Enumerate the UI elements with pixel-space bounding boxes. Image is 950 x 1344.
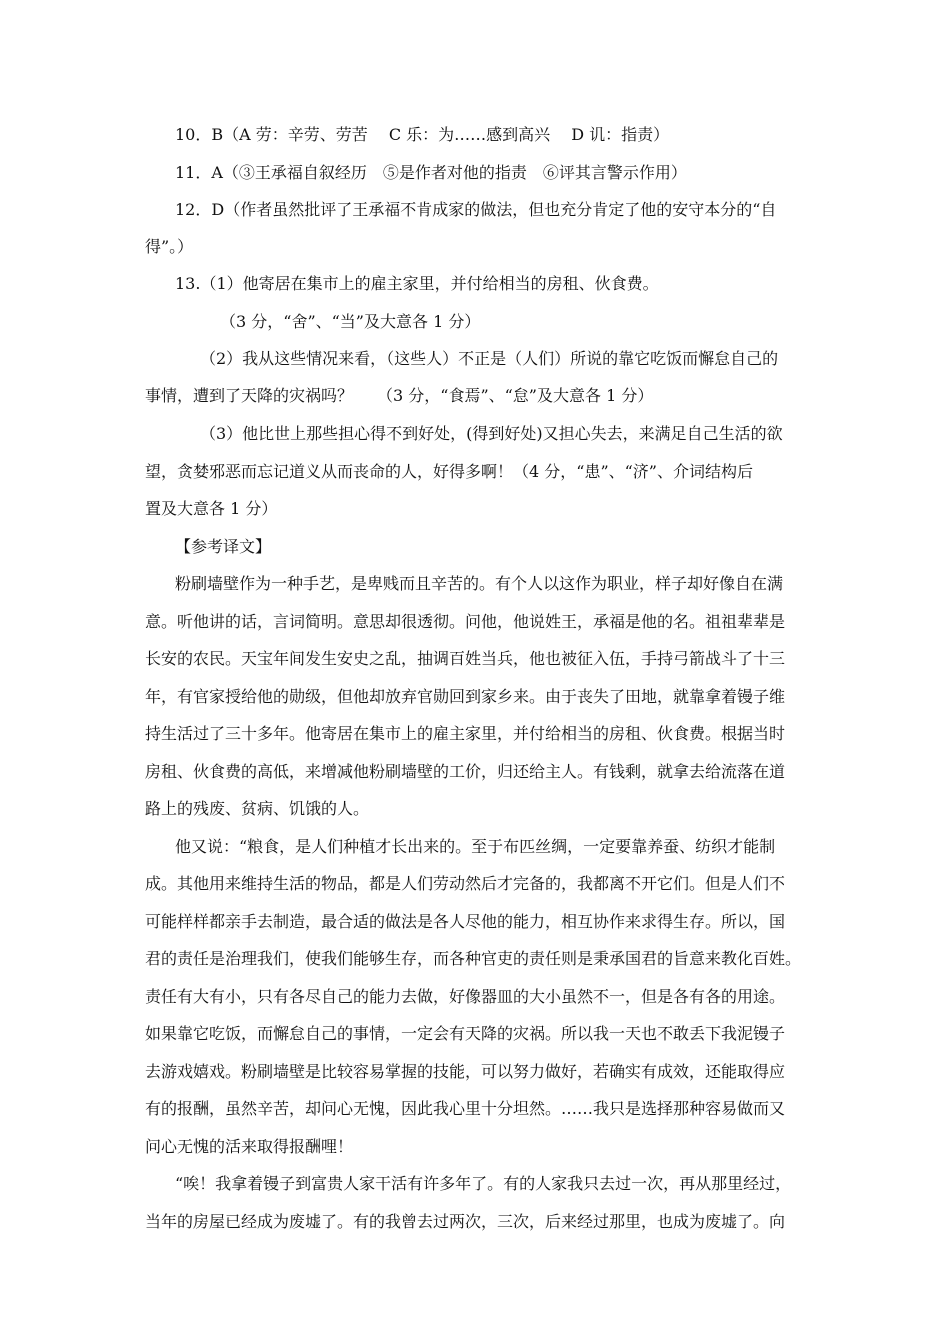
translation-p2-line: 问心无愧的活来取得报酬哩！ xyxy=(145,1137,354,1156)
answer-12-line-1: 12．D（作者虽然批评了王承福不肯成家的做法，但也充分肯定了他的安守本分的“自 xyxy=(175,200,777,219)
answer-13-3-line-3: 置及大意各 1 分） xyxy=(145,499,278,518)
translation-heading: 【参考译文】 xyxy=(175,537,272,556)
translation-p2-line: 君的责任是治理我们，使我们能够生存，而各种官吏的责任则是秉承国君的旨意来教化百姓。 xyxy=(145,949,802,968)
translation-p2-line: 他又说：“粮食，是人们种植才长出来的。至于布匹丝绸，一定要靠养蚕、纺织才能制 xyxy=(175,837,776,856)
translation-p2-line: 成。其他用来维持生活的物品，都是人们劳动然后才完备的，我都离不开它们。但是人们不 xyxy=(145,874,786,893)
translation-p2-line: 如果靠它吃饭，而懈怠自己的事情，一定会有天降的灾祸。所以我一天也不敢丢下我泥镘子 xyxy=(145,1024,786,1043)
answer-10: 10．B（A 劳：辛劳、劳苦 C 乐：为……感到高兴 D 讥：指责） xyxy=(175,125,670,144)
answer-13-2-line-2: 事情，遭到了天降的灾祸吗？ （3 分，“食焉”、“怠”及大意各 1 分） xyxy=(145,386,654,405)
answer-13-3-line-2: 望，贪婪邪恶而忘记道义从而丧命的人，好得多啊！（4 分，“患”、“济”、介词结构后 xyxy=(145,462,753,481)
translation-p3-line: “唉！我拿着镘子到富贵人家干活有许多年了。有的人家我只去过一次，再从那里经过， xyxy=(175,1174,792,1193)
translation-p2-line: 有的报酬，虽然辛苦，却问心无愧，因此我心里十分坦然。……我只是选择那种容易做而又 xyxy=(145,1099,786,1118)
answer-13-1: 13.（1）他寄居在集市上的雇主家里，并付给相当的房租、伙食费。 xyxy=(175,274,659,293)
answer-12-line-2: 得”。） xyxy=(145,237,194,256)
translation-p1-line: 房租、伙食费的高低，来增减他粉刷墙壁的工价，归还给主人。有钱剩，就拿去给流落在道 xyxy=(145,762,786,781)
answer-13-2-line-1: （2）我从这些情况来看，（这些人）不正是（人们）所说的靠它吃饭而懈怠自己的 xyxy=(200,349,779,368)
answer-13-3-line-1: （3）他比世上那些担心得不到好处，(得到好处)又担心失去，来满足自己生活的欲 xyxy=(200,424,783,443)
translation-p2-line: 责任有大有小，只有各尽自己的能力去做，好像器皿的大小虽然不一，但是各有各的用途。 xyxy=(145,987,786,1006)
translation-p1-line: 路上的残废、贫病、饥饿的人。 xyxy=(145,799,370,818)
answer-11: 11．A（③王承福自叙经历 ⑤是作者对他的指责 ⑥评其言警示作用） xyxy=(175,163,687,182)
translation-p3-line: 当年的房屋已经成为废墟了。有的我曾去过两次，三次，后来经过那里，也成为废墟了。向 xyxy=(145,1212,786,1231)
translation-p1-line: 粉刷墙壁作为一种手艺，是卑贱而且辛苦的。有个人以这作为职业，样子却好像自在满 xyxy=(175,574,784,593)
translation-p1-line: 意。听他讲的话，言词简明。意思却很透彻。问他，他说姓王，承福是他的名。祖祖辈辈是 xyxy=(145,612,786,631)
translation-p2-line: 可能样样都亲手去制造，最合适的做法是各人尽他的能力，相互协作来求得生存。所以，国 xyxy=(145,912,786,931)
translation-p1-line: 长安的农民。天宝年间发生安史之乱，抽调百姓当兵，他也被征入伍，手持弓箭战斗了十三 xyxy=(145,649,786,668)
translation-p1-line: 持生活过了三十多年。他寄居在集市上的雇主家里，并付给相当的房租、伙食费。根据当时 xyxy=(145,724,786,743)
translation-p2-line: 去游戏嬉戏。粉刷墙壁是比较容易掌握的技能，可以努力做好，若确实有成效，还能取得应 xyxy=(145,1062,786,1081)
translation-p1-line: 年，有官家授给他的勋级，但他却放弃官勋回到家乡来。由于丧失了田地，就靠拿着镘子维 xyxy=(145,687,786,706)
answer-13-1-score: （3 分，“舍”、“当”及大意各 1 分） xyxy=(220,312,481,331)
